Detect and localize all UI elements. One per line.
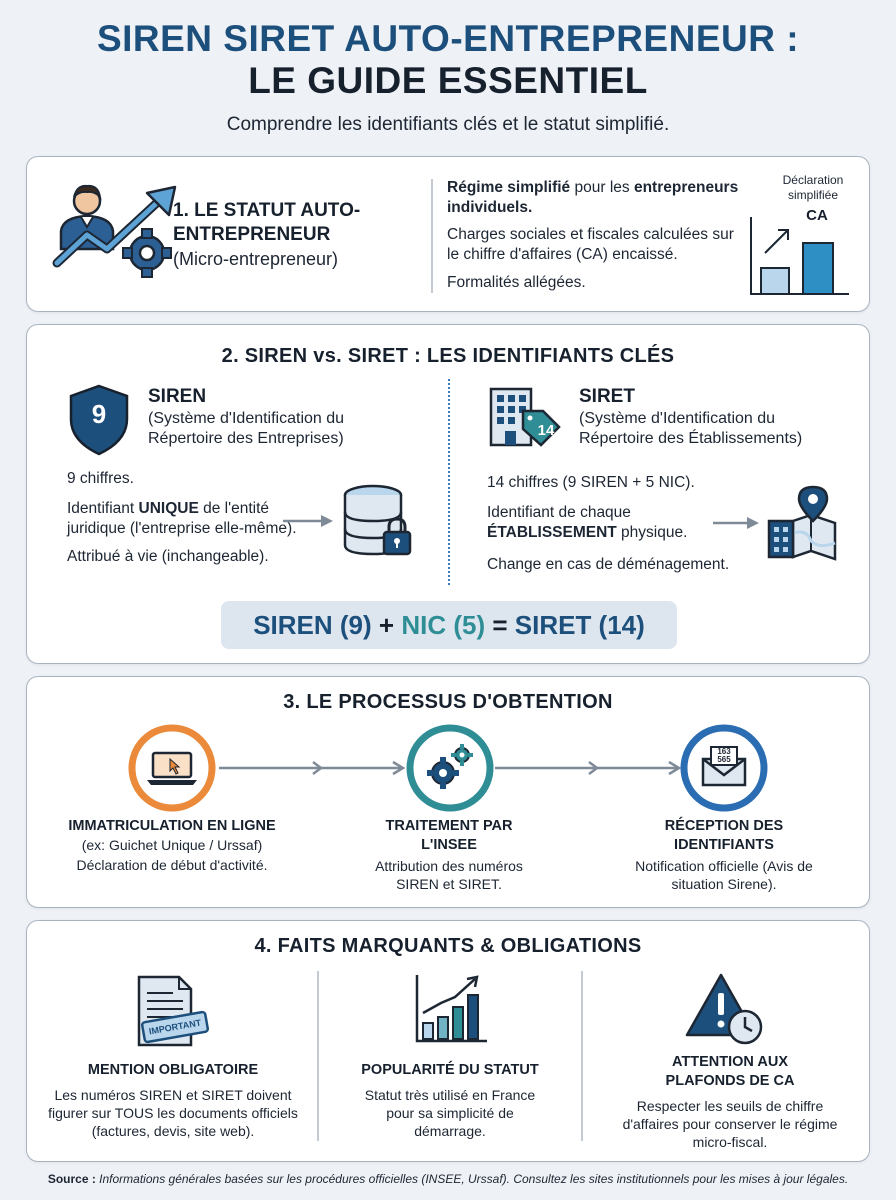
vertical-divider (431, 179, 433, 293)
gears-step-icon (405, 723, 495, 813)
page-header (0, 18, 896, 136)
siret-details (487, 473, 737, 575)
fact-title: MENTION OBLIGATOIRE (87, 1062, 259, 1078)
formula-plus: + (378, 610, 395, 640)
fact-plafonds (605, 1053, 855, 1151)
ca-label: CA (806, 207, 828, 224)
siren-details (67, 469, 307, 567)
siren-badge-number: 9 (91, 399, 107, 429)
step-text: Notification officielle (Avis de situation Sirene). (635, 858, 813, 892)
fact-text: Respecter les seuils de chiffre d'affaires pour conserver le régime micro-fiscal. (622, 1098, 838, 1150)
column-divider (317, 971, 319, 1141)
step-subtitle: (ex: Guichet Unique / Urssaf) (81, 837, 263, 853)
formula-equals: = (492, 610, 508, 640)
step-immatriculation (37, 817, 307, 874)
siren-lifetime: Attribué à vie (inchangeable). (67, 548, 269, 565)
siret-digits: 14 chiffres (9 SIREN + 5 NIC). (487, 474, 695, 491)
fact-mention (39, 1061, 307, 1140)
statut-formalites: Formalités allégées. (447, 274, 586, 291)
siret-each: Identifiant de chaque ÉTABLISSEMENT physique. (487, 504, 688, 541)
section-statut (26, 156, 870, 312)
statut-heading: 1. LE STATUT AUTO-ENTREPRENEUR (173, 200, 361, 245)
important-stamp-label: IMPORTANT (148, 1017, 202, 1037)
processus-title: 3. LE PROCESSUS D'OBTENTION (283, 691, 613, 713)
map-pin-icon (763, 485, 839, 561)
siret-name: SIRET (579, 386, 635, 407)
page-title-line2: LE GUIDE ESSENTIEL (248, 60, 648, 101)
arrow-right-icon (281, 513, 335, 529)
statut-description (447, 178, 747, 293)
statut-heading-sub: (Micro-entrepreneur) (173, 249, 339, 269)
faits-title: 4. FAITS MARQUANTS & OBLIGATIONS (254, 935, 642, 957)
declaration-caption: Déclaration simplifiée (782, 173, 844, 202)
formula-siren: SIREN (9) (253, 610, 372, 640)
siret-move: Change en cas de déménagement. (487, 556, 730, 573)
document-important-icon (129, 973, 213, 1049)
database-lock-icon (339, 483, 419, 563)
step-reception (621, 817, 827, 893)
source-text: Informations générales basées sur les procédures officielles (INSEE, Urssaf). Consultez les sites institutionnels pour les mises à jour légales. (95, 1172, 849, 1186)
siren-digits: 9 chiffres. (67, 470, 134, 487)
step-traitement (359, 817, 539, 893)
envelope-digits-2: 565 (717, 755, 731, 764)
siren-fullname: (Système d'Identification du Répertoire des Entreprises) (148, 410, 345, 447)
growth-chart-icon (411, 971, 491, 1047)
formula-siret: SIRET (14) (514, 610, 645, 640)
siren-name: SIREN (148, 386, 207, 407)
entrepreneur-growth-icon (51, 183, 183, 279)
step-title: RÉCEPTION DES IDENTIFIANTS (664, 818, 784, 853)
source-label: Source : (47, 1172, 96, 1186)
step-text: Attribution des numéros SIREN et SIRET. (375, 858, 523, 892)
arrow-right-icon (711, 515, 761, 531)
step-title: IMMATRICULATION EN LIGNE (68, 818, 276, 834)
laptop-step-icon (127, 723, 217, 813)
step-text: Déclaration de début d'activité. (76, 857, 268, 873)
process-arrow-icon (217, 760, 407, 776)
fact-popularite (337, 1061, 563, 1140)
siret-badge-number: 14 (537, 422, 555, 439)
section-identifiants (26, 324, 870, 664)
statut-regime: Régime simplifié pour les entrepreneurs individuels. (447, 179, 739, 216)
identifier-formula (221, 601, 677, 649)
fact-text: Les numéros SIREN et SIRET doivent figurer sur TOUS les documents officiels (factures, devis, site web). (48, 1087, 298, 1139)
column-divider (581, 971, 583, 1141)
section-faits (26, 920, 870, 1162)
envelope-step-icon (679, 723, 769, 813)
identifiants-title: 2. SIREN vs. SIRET : LES IDENTIFIANTS CLÉS (221, 345, 675, 367)
statut-heading-block (173, 199, 433, 271)
fact-text: Statut très utilisé en France pour sa simplicité de démarrage. (364, 1087, 536, 1139)
siren-unique: Identifiant UNIQUE de l'entité juridique (l'entreprise elle-même). (67, 500, 297, 537)
envelope-digits-1: 163 (717, 747, 731, 756)
page-subtitle: Comprendre les identifiants clés et le statut simplifié. (226, 114, 670, 135)
source-footer (0, 1172, 896, 1186)
warning-clock-icon (685, 971, 769, 1047)
fact-title: ATTENTION AUX PLAFONDS DE CA (665, 1054, 795, 1089)
process-arrow-icon (493, 760, 683, 776)
page-title-line1: SIREN SIRET AUTO-ENTREPRENEUR : (96, 18, 800, 59)
statut-charges: Charges sociales et fiscales calculées sur le chiffre d'affaires (CA) encaissé. (447, 226, 734, 263)
fact-title: POPULARITÉ DU STATUT (361, 1062, 539, 1078)
siret-fullname: (Système d'Identification du Répertoire des Établissements) (579, 410, 803, 447)
section-divider-dotted (448, 379, 450, 585)
mini-bar-chart-icon (747, 213, 857, 297)
step-title: TRAITEMENT PAR L'INSEE (385, 818, 513, 853)
section-processus (26, 676, 870, 908)
formula-nic: NIC (5) (401, 610, 486, 640)
building-badge-icon (485, 383, 565, 449)
